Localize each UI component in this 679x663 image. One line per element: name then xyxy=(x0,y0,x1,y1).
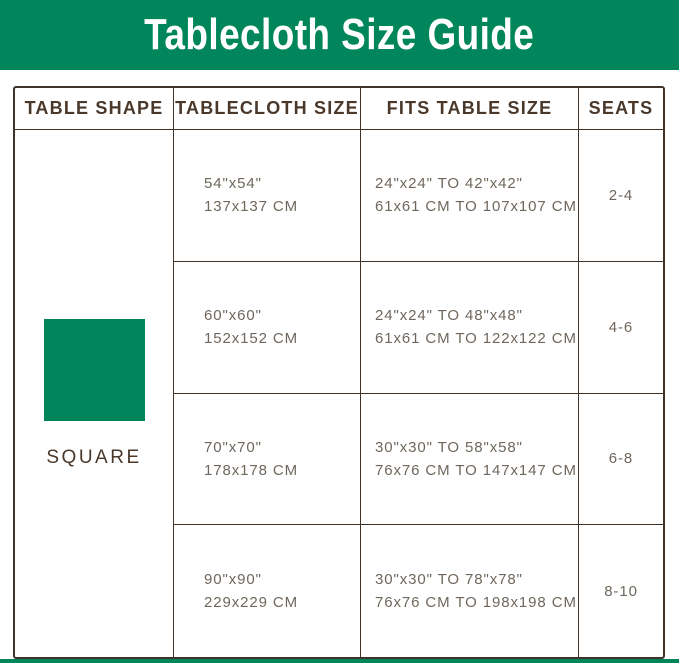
table-row xyxy=(174,525,361,657)
fits-table-size-cell xyxy=(361,130,579,262)
header-tablecloth-size: TABLECLOTH SIZE xyxy=(174,88,361,130)
fits-size-cm: 61x61 CM TO 122x122 CM xyxy=(375,330,577,348)
bottom-accent-strip xyxy=(0,659,679,663)
seats-value: 2-4 xyxy=(608,186,634,204)
fits-size-cm: 61x61 CM TO 107x107 CM xyxy=(375,198,577,216)
tablecloth-size-inches: 54"x54" xyxy=(204,175,262,193)
tablecloth-size-cm: 152x152 CM xyxy=(204,330,299,348)
square-shape-icon xyxy=(44,319,145,421)
table-row xyxy=(174,130,361,262)
seats-cell xyxy=(579,394,663,526)
table-shape-cell xyxy=(15,130,174,657)
fits-size-cm: 76x76 CM TO 147x147 CM xyxy=(375,461,577,479)
header-fits-table-size: FITS TABLE SIZE xyxy=(361,88,579,130)
tablecloth-size-inches: 60"x60" xyxy=(204,307,262,325)
header-seats: SEATS xyxy=(579,88,663,130)
tablecloth-size-cm: 178x178 CM xyxy=(204,461,299,479)
fits-table-size-cell xyxy=(361,394,579,526)
seats-value: 6-8 xyxy=(608,450,634,468)
size-guide-table xyxy=(13,86,665,659)
seats-value: 4-6 xyxy=(608,318,634,336)
page-title: Tablecloth Size Guide xyxy=(144,10,535,59)
fits-size-inches: 24"x24" TO 42"x42" xyxy=(375,175,523,193)
tablecloth-size-cm: 229x229 CM xyxy=(204,594,299,612)
fits-size-inches: 24"x24" TO 48"x48" xyxy=(375,307,523,325)
seats-cell xyxy=(579,130,663,262)
fits-size-cm: 76x76 CM TO 198x198 CM xyxy=(375,594,577,612)
seats-cell xyxy=(579,262,663,394)
tablecloth-size-cm: 137x137 CM xyxy=(204,198,299,216)
seats-cell xyxy=(579,525,663,657)
table-row xyxy=(174,262,361,394)
shape-label: SQUARE xyxy=(46,446,142,468)
fits-size-inches: 30"x30" TO 78"x78" xyxy=(375,571,523,589)
table-row xyxy=(174,394,361,526)
header-table-shape: TABLE SHAPE xyxy=(15,88,174,130)
title-banner xyxy=(0,0,679,70)
fits-size-inches: 30"x30" TO 58"x58" xyxy=(375,438,523,456)
fits-table-size-cell xyxy=(361,262,579,394)
tablecloth-size-inches: 70"x70" xyxy=(204,438,262,456)
tablecloth-size-inches: 90"x90" xyxy=(204,571,262,589)
seats-value: 8-10 xyxy=(604,582,638,600)
fits-table-size-cell xyxy=(361,525,579,657)
